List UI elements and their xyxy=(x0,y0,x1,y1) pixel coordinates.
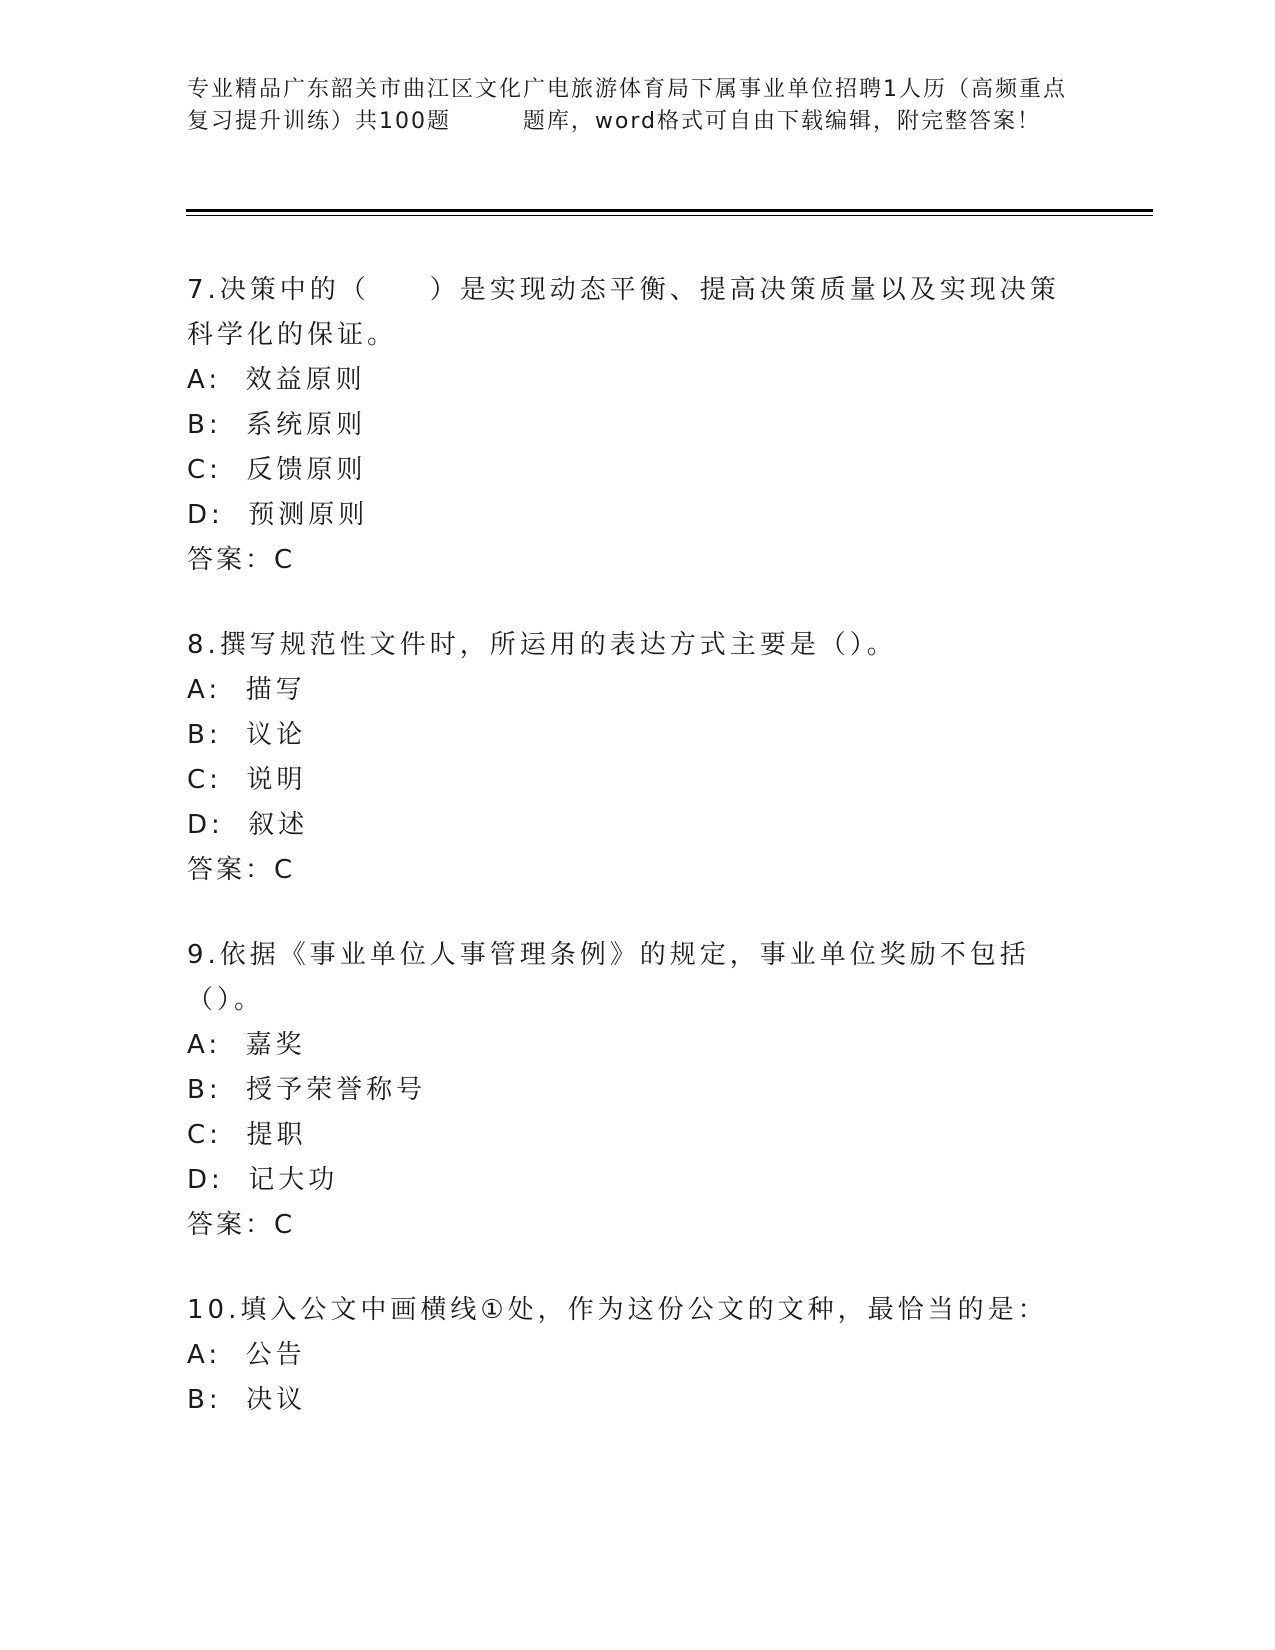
option-a: A: 描写 xyxy=(187,675,306,705)
question-stem: 8.撰写规范性文件时，所运用的表达方式主要是（）。 xyxy=(187,630,897,660)
answer-line: 答案：C xyxy=(187,545,296,575)
option-d: D: 叙述 xyxy=(187,810,309,840)
option-a: A: 效益原则 xyxy=(187,365,366,395)
option-a: A: 公告 xyxy=(187,1340,306,1370)
question-stem: 7.决策中的（ ）是实现动态平衡、提高决策质量以及实现决策科学化的保证。 xyxy=(187,275,1060,350)
question-9 xyxy=(187,933,1087,1248)
question-stem: 9.依据《事业单位人事管理条例》的规定，事业单位奖励不包括（）。 xyxy=(187,940,1030,1015)
title-divider-thin xyxy=(186,215,1153,216)
title-divider-thick xyxy=(186,209,1153,212)
question-8 xyxy=(187,623,1087,893)
question-list xyxy=(187,268,1087,1463)
question-10 xyxy=(187,1288,1087,1423)
question-stem: 10.填入公文中画横线①处，作为这份公文的文种，最恰当的是： xyxy=(187,1295,1048,1325)
answer-line: 答案：C xyxy=(187,1210,296,1240)
option-c: C: 提职 xyxy=(187,1120,307,1150)
option-d: D: 记大功 xyxy=(187,1165,339,1195)
option-b: B: 决议 xyxy=(187,1385,307,1415)
option-c: C: 反馈原则 xyxy=(187,455,367,485)
option-b: B: 议论 xyxy=(187,720,307,750)
option-d: D: 预测原则 xyxy=(187,500,369,530)
answer-line: 答案：C xyxy=(187,855,296,885)
document-title: 专业精品广东韶关市曲江区文化广电旅游体育局下属事业单位招聘1人历（高频重点复习提升训练）共100题 题库，word格式可自由下载编辑，附完整答案！ xyxy=(187,77,1067,134)
question-7 xyxy=(187,268,1087,583)
option-b: B: 系统原则 xyxy=(187,410,367,440)
option-a: A: 嘉奖 xyxy=(187,1030,306,1060)
option-c: C: 说明 xyxy=(187,765,307,795)
option-b: B: 授予荣誉称号 xyxy=(187,1075,427,1105)
